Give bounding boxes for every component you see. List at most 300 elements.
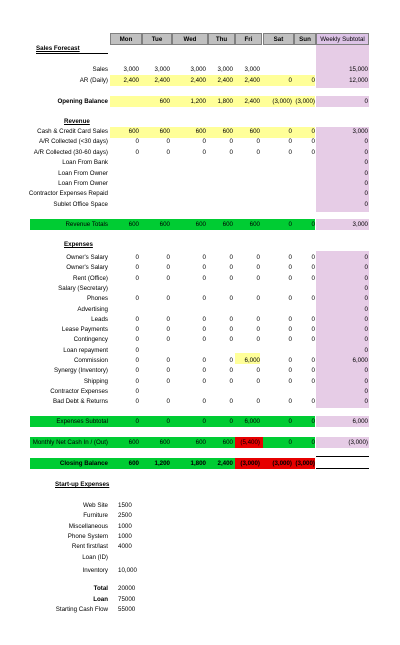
expense-row-value-mon[interactable] [110,305,139,314]
opening-balance-value-wed[interactable]: 1,200 [190,98,206,105]
revenue-row-value-thu[interactable]: 0 [229,138,233,146]
expense-row-value-thu[interactable] [208,305,233,314]
expense-row-label[interactable]: Advertising [77,305,108,313]
section-title-startup[interactable]: Start-up Expenses [55,481,110,488]
revenue-totals-value-sat[interactable]: 0 [288,221,292,228]
revenue-row-total[interactable]: 0 [364,180,368,187]
net-cash-total[interactable]: (3,000) [348,439,368,446]
revenue-row-value-sat[interactable] [263,179,292,188]
revenue-row-value-sat[interactable] [263,189,292,198]
revenue-row-total[interactable]: 0 [364,138,368,146]
closing-balance-value-sun[interactable]: (3,000) [295,460,315,467]
expense-row-label[interactable]: Loan repayment [63,346,108,354]
revenue-row-value-sun[interactable] [294,189,315,198]
expense-row-label[interactable]: Contingency [73,336,108,344]
expense-row-value-fri[interactable]: 6,000 [244,357,260,364]
expense-row-value-thu[interactable]: 0 [229,377,233,385]
expenses-subtotal-value-sat[interactable]: 0 [288,418,292,425]
expense-row-value-wed[interactable] [172,305,206,314]
opening-balance-value-thu[interactable]: 1,800 [217,98,233,105]
expense-row-value-sat[interactable]: 0 [288,315,292,323]
expense-row-value-fri[interactable] [235,305,260,314]
sales-row-value-mon[interactable]: 2,400 [123,77,139,84]
closing-balance-rule-bottom [316,468,369,469]
expenses-subtotal-value-sun[interactable]: 0 [311,418,315,425]
expense-row-total[interactable]: 0 [364,367,368,375]
revenue-totals-value-fri[interactable]: 600 [249,221,260,228]
revenue-row-value-sat[interactable] [263,158,292,167]
expense-row-label[interactable]: Owner's Salary [66,264,108,272]
expense-row-value-sun[interactable]: 0 [311,295,315,303]
expense-row-value-fri[interactable]: 0 [256,315,260,323]
closing-balance-value-sat[interactable]: (3,000) [272,460,292,467]
net-cash-value-thu[interactable]: 600 [222,439,233,446]
net-cash-value-tue[interactable]: 600 [159,439,170,446]
sales-row-value-sun[interactable] [294,65,315,74]
sales-row-total[interactable]: 15,000 [349,66,368,73]
net-cash-value-wed[interactable]: 600 [195,439,206,446]
expense-row-value-tue[interactable]: 0 [166,357,170,364]
expense-row-value-sat[interactable]: 0 [288,264,292,272]
revenue-row-value-sun[interactable]: 0 [311,148,315,156]
revenue-row-value-mon[interactable] [110,158,139,167]
closing-balance-value-thu[interactable]: 2,400 [217,460,233,467]
revenue-row-value-fri[interactable] [235,158,260,167]
sales-row-value-sat[interactable] [263,65,292,74]
revenue-row-value-sun[interactable] [294,158,315,167]
expense-row-total[interactable]: 0 [364,284,368,292]
expense-row-label[interactable]: Shipping [83,377,108,385]
expense-row-value-sat[interactable]: 0 [288,367,292,375]
expenses-subtotal-total[interactable]: 6,000 [352,418,368,425]
expense-row-value-sat[interactable] [263,305,292,314]
expense-row-value-tue[interactable]: 0 [166,367,170,375]
expense-row-value-mon[interactable]: 0 [135,336,139,344]
expense-row-value-mon[interactable]: 0 [135,357,139,364]
expense-row-value-thu[interactable] [208,387,233,396]
expense-row-label[interactable]: Salary (Secretary) [58,284,108,292]
revenue-row-value-fri[interactable] [235,189,260,198]
expense-row-value-sat[interactable]: 0 [288,336,292,344]
revenue-row-value-thu[interactable] [208,179,233,188]
opening-balance-value-mon[interactable] [110,97,139,106]
expense-row-value-wed[interactable]: 0 [202,377,206,385]
expense-row-value-thu[interactable]: 0 [229,367,233,375]
expense-row-value-wed[interactable]: 0 [202,254,206,261]
expense-row-value-mon[interactable]: 0 [135,254,139,261]
expense-row-value-tue[interactable] [142,284,170,293]
expense-row-value-thu[interactable]: 0 [229,274,233,282]
expense-row-value-sat[interactable]: 0 [288,326,292,334]
revenue-row-value-sun[interactable] [294,179,315,188]
expense-row-value-tue[interactable]: 0 [166,398,170,406]
expense-row-value-mon[interactable]: 0 [135,377,139,385]
expenses-subtotal-label[interactable]: Expenses Subtotal [56,418,108,425]
expense-row-value-fri[interactable]: 0 [256,254,260,261]
expense-row-value-fri[interactable]: 0 [256,326,260,334]
revenue-row-value-fri[interactable] [235,179,260,188]
section-title-revenue[interactable]: Revenue [64,118,90,125]
expense-row-label[interactable]: Owner's Salary [66,254,108,261]
expense-row-value-fri[interactable] [235,346,260,355]
revenue-totals-value-wed[interactable]: 600 [195,221,206,228]
revenue-row-value-thu[interactable] [208,200,233,209]
revenue-row-value-mon[interactable] [110,189,139,198]
opening-balance-label[interactable]: Opening Balance [57,98,108,105]
expense-row-value-mon[interactable]: 0 [135,326,139,334]
expense-row-label[interactable]: Rent (Office) [73,274,108,282]
expense-row-value-wed[interactable] [172,346,206,355]
expense-row-label[interactable]: Commission [73,357,108,364]
expense-row-value-tue[interactable] [142,387,170,396]
revenue-row-value-tue[interactable] [142,158,170,167]
expense-row-value-wed[interactable] [172,387,206,396]
startup-row-value[interactable]: 4000 [118,543,132,551]
revenue-totals-value-sun[interactable]: 0 [311,221,315,228]
startup-row-label[interactable]: Rent first/last [71,543,108,551]
sales-row-value-tue[interactable]: 2,400 [154,77,170,84]
expense-row-value-sun[interactable]: 0 [311,315,315,323]
revenue-row-value-mon[interactable] [110,179,139,188]
expense-row-value-wed[interactable]: 0 [202,274,206,282]
revenue-row-label[interactable]: Loan From Owner [58,169,108,177]
expense-row-value-fri[interactable] [235,387,260,396]
opening-balance-value-tue[interactable]: 600 [159,98,170,105]
section-title-sales-forecast[interactable]: Sales Forecast [36,45,80,52]
revenue-row-value-fri[interactable] [235,200,260,209]
revenue-totals-value-mon[interactable]: 600 [128,221,139,228]
revenue-totals-label[interactable]: Revenue Totals [65,221,108,228]
sales-row-label[interactable]: Sales [92,66,108,73]
revenue-row-value-sun[interactable] [294,169,315,178]
revenue-row-label[interactable]: Sublet Office Space [53,200,108,208]
revenue-row-value-mon[interactable] [110,200,139,209]
expense-row-value-tue[interactable]: 0 [166,326,170,334]
revenue-row-value-thu[interactable] [208,158,233,167]
expense-row-value-mon[interactable] [110,284,139,293]
startup-row-value[interactable]: 1500 [118,502,132,509]
expense-row-value-tue[interactable]: 0 [166,315,170,323]
revenue-row-value-sat[interactable] [263,169,292,178]
closing-balance-rule-top [316,456,369,457]
expense-row-value-thu[interactable]: 0 [229,398,233,406]
startup-row-value[interactable] [118,553,158,562]
revenue-row-value-sat[interactable]: 0 [288,128,292,135]
expense-row-value-mon[interactable]: 0 [135,264,139,272]
expense-row-value-wed[interactable]: 0 [202,264,206,272]
expense-row-value-sat[interactable]: 0 [288,295,292,303]
expense-row-value-fri[interactable]: 0 [256,295,260,303]
expense-row-value-sat[interactable] [263,387,292,396]
revenue-row-value-sat[interactable] [263,200,292,209]
expense-row-value-sun[interactable]: 0 [311,274,315,282]
startup-row-label[interactable]: Miscellaneous [68,522,108,530]
sales-row-value-thu[interactable]: 3,000 [217,66,233,73]
expense-row-value-wed[interactable]: 0 [202,315,206,323]
net-cash-value-fri[interactable]: (5,400) [240,439,260,446]
expense-row-value-mon[interactable]: 0 [135,295,139,303]
revenue-row-value-sun[interactable]: 0 [311,138,315,146]
column-header-weekly-subtotal: Weekly Subtotal [316,33,369,45]
expense-row-value-tue[interactable]: 0 [166,336,170,344]
expense-row-value-thu[interactable] [208,284,233,293]
revenue-row-value-thu[interactable]: 600 [222,128,233,135]
expense-row-value-fri[interactable]: 0 [256,367,260,375]
expense-row-value-wed[interactable]: 0 [202,367,206,375]
revenue-row-value-fri[interactable]: 0 [256,148,260,156]
startup-loan-value[interactable]: 75000 [118,596,136,603]
expense-row-value-sun[interactable]: 0 [311,367,315,375]
expense-row-value-mon[interactable]: 0 [135,274,139,282]
revenue-row-value-sun[interactable]: 0 [311,128,315,135]
revenue-row-label[interactable]: Cash & Credit Card Sales [37,128,108,135]
revenue-totals-total[interactable]: 3,000 [352,221,368,228]
expense-row-total[interactable]: 0 [364,387,368,395]
expense-row-total[interactable]: 0 [364,305,368,313]
expense-row-value-sun[interactable]: 0 [311,377,315,385]
expenses-subtotal-value-thu[interactable]: 0 [229,418,233,425]
opening-balance-value-sat[interactable]: (3,000) [272,98,292,105]
opening-balance-value-sun[interactable]: (3,000) [295,98,315,105]
expense-row-value-sat[interactable]: 0 [288,377,292,385]
expense-row-value-wed[interactable]: 0 [202,295,206,303]
expense-row-total[interactable]: 0 [364,346,368,354]
net-cash-value-sat[interactable]: 0 [288,439,292,446]
revenue-row-value-wed[interactable]: 0 [202,138,206,146]
revenue-row-total[interactable]: 0 [364,169,368,177]
section-title-expenses[interactable]: Expenses [64,241,93,248]
startup-row-label[interactable]: Furniture [83,512,108,520]
expense-row-total[interactable]: 0 [364,336,368,344]
startup-row-label[interactable]: Phone System [67,532,108,540]
sales-row-total[interactable]: 12,000 [349,77,368,84]
revenue-row-label[interactable]: Loan From Bank [62,159,108,167]
expenses-subtotal-value-wed[interactable]: 0 [202,418,206,425]
closing-balance-value-wed[interactable]: 1,800 [190,460,206,467]
startup-row-label[interactable]: Inventory [82,566,108,574]
expense-row-value-tue[interactable]: 0 [166,264,170,272]
sales-row-value-fri[interactable]: 3,000 [244,66,260,73]
expense-row-value-tue[interactable] [142,346,170,355]
startup-starting-cash-label[interactable]: Starting Cash Flow [55,606,108,613]
expense-row-value-tue[interactable]: 0 [166,254,170,261]
opening-balance-total[interactable]: 0 [364,98,368,105]
startup-row-label[interactable]: Web Site [83,502,108,509]
sales-row-value-wed[interactable]: 3,000 [190,66,206,73]
net-cash-value-sun[interactable]: 0 [311,439,315,446]
expense-row-value-thu[interactable]: 0 [229,357,233,364]
expense-row-value-wed[interactable] [172,284,206,293]
expense-row-value-fri[interactable]: 0 [256,274,260,282]
expense-row-value-thu[interactable] [208,346,233,355]
sales-row-value-tue[interactable]: 3,000 [154,66,170,73]
revenue-row-value-wed[interactable]: 600 [195,128,206,135]
expense-row-label[interactable]: Leads [91,315,108,323]
revenue-row-value-thu[interactable] [208,189,233,198]
expense-row-value-mon[interactable]: 0 [135,346,139,354]
sales-row-value-wed[interactable]: 2,400 [190,77,206,84]
startup-total-value[interactable]: 20000 [118,585,136,592]
expense-row-value-tue[interactable] [142,305,170,314]
startup-starting-cash-value[interactable]: 55000 [118,606,136,613]
revenue-row-value-fri[interactable]: 0 [256,138,260,146]
revenue-row-value-tue[interactable] [142,169,170,178]
expense-row-value-thu[interactable]: 0 [229,336,233,344]
expenses-subtotal-value-fri[interactable]: 6,000 [244,418,260,425]
expense-row-total[interactable]: 0 [364,398,368,406]
revenue-row-value-mon[interactable]: 600 [128,128,139,135]
net-cash-value-mon[interactable]: 600 [128,439,139,446]
revenue-row-value-wed[interactable] [172,169,206,178]
revenue-row-total[interactable]: 3,000 [352,128,368,135]
expense-row-value-tue[interactable]: 0 [166,295,170,303]
expense-row-value-thu[interactable]: 0 [229,264,233,272]
expense-row-value-sat[interactable] [263,346,292,355]
revenue-row-label[interactable]: A/R Collected (30-60 days) [33,148,108,156]
revenue-row-value-wed[interactable]: 0 [202,148,206,156]
expense-row-value-sun[interactable] [294,284,315,293]
expense-row-value-wed[interactable]: 0 [202,357,206,364]
revenue-row-total[interactable]: 0 [364,159,368,167]
expense-row-value-wed[interactable]: 0 [202,336,206,344]
revenue-row-total[interactable]: 0 [364,148,368,156]
closing-balance-label[interactable]: Closing Balance [59,460,108,467]
expense-row-value-sun[interactable]: 0 [311,398,315,406]
revenue-row-value-mon[interactable] [110,169,139,178]
expense-row-total[interactable]: 0 [364,315,368,323]
revenue-row-value-sun[interactable] [294,200,315,209]
sales-row-value-mon[interactable]: 3,000 [123,66,139,73]
revenue-row-value-mon[interactable]: 0 [135,138,139,146]
revenue-row-value-sat[interactable]: 0 [288,148,292,156]
revenue-row-value-tue[interactable]: 600 [159,128,170,135]
expense-row-value-fri[interactable]: 0 [256,264,260,272]
column-header-fri: Fri [235,33,262,45]
expense-row-value-thu[interactable]: 0 [229,295,233,303]
revenue-row-label[interactable]: Contractor Expenses Repaid [28,190,108,198]
expense-row-value-sat[interactable]: 0 [288,254,292,261]
expense-row-value-sun[interactable] [294,305,315,314]
expense-row-label[interactable]: Phones [87,295,108,303]
expense-row-value-sun[interactable] [294,346,315,355]
closing-balance-value-mon[interactable]: 600 [128,460,139,467]
opening-balance-value-fri[interactable]: 2,400 [244,98,260,105]
sales-row-value-thu[interactable]: 2,400 [217,77,233,84]
revenue-row-value-tue[interactable]: 0 [166,138,170,146]
expense-row-value-sat[interactable]: 0 [288,357,292,364]
revenue-row-value-fri[interactable] [235,169,260,178]
expense-row-value-thu[interactable]: 0 [229,254,233,261]
expense-row-value-sun[interactable]: 0 [311,336,315,344]
revenue-row-value-tue[interactable]: 0 [166,148,170,156]
startup-row-value[interactable]: 1000 [118,532,132,540]
expense-row-label[interactable]: Contractor Expenses [50,387,108,395]
expense-row-total[interactable]: 0 [364,254,368,261]
revenue-row-value-thu[interactable]: 0 [229,148,233,156]
startup-row-label[interactable]: Loan (ID) [82,553,108,561]
expenses-subtotal-value-mon[interactable]: 0 [135,418,139,425]
expense-row-total[interactable]: 0 [364,264,368,272]
expense-row-value-sun[interactable]: 0 [311,254,315,261]
revenue-row-value-wed[interactable] [172,189,206,198]
revenue-row-label[interactable]: A/R Collected (<30 days) [39,138,108,146]
expense-row-label[interactable]: Bad Debt & Returns [52,398,108,406]
expense-row-label[interactable]: Lease Payments [61,326,108,334]
revenue-row-value-wed[interactable] [172,158,206,167]
expense-row-value-sun[interactable]: 0 [311,326,315,334]
revenue-row-total[interactable]: 0 [364,200,368,208]
column-header-mon: Mon [110,33,142,45]
revenue-row-label[interactable]: Loan From Owner [58,180,108,187]
startup-loan-label[interactable]: Loan [93,596,108,603]
expense-row-value-sat[interactable] [263,284,292,293]
column-header-sat: Sat [263,33,294,45]
net-cash-label[interactable]: Monthly Net Cash In / (Out) [32,439,108,446]
revenue-totals-value-tue[interactable]: 600 [159,221,170,228]
expense-row-value-thu[interactable]: 0 [229,315,233,323]
sales-row-value-sun[interactable]: 0 [311,77,315,84]
startup-row-value[interactable]: 10,000 [118,566,137,574]
expense-row-total[interactable]: 0 [364,295,368,303]
expenses-subtotal-value-tue[interactable]: 0 [166,418,170,425]
revenue-row-value-tue[interactable] [142,189,170,198]
expense-row-value-tue[interactable]: 0 [166,377,170,385]
expense-row-total[interactable]: 6,000 [352,357,368,364]
expense-row-value-mon[interactable]: 0 [135,398,139,406]
revenue-row-value-wed[interactable] [172,200,206,209]
expense-row-value-fri[interactable] [235,284,260,293]
expense-row-value-sat[interactable]: 0 [288,398,292,406]
expense-row-value-mon[interactable]: 0 [135,387,139,395]
revenue-row-value-wed[interactable] [172,179,206,188]
expense-row-value-sat[interactable]: 0 [288,274,292,282]
sales-row-label[interactable]: AR (Daily) [79,77,108,84]
expense-row-value-mon[interactable]: 0 [135,315,139,323]
revenue-row-value-tue[interactable] [142,179,170,188]
revenue-row-value-thu[interactable] [208,169,233,178]
expense-row-value-wed[interactable]: 0 [202,398,206,406]
closing-balance-value-fri[interactable]: (3,000) [240,460,260,467]
expense-row-value-sun[interactable]: 0 [311,357,315,364]
expense-row-total[interactable]: 0 [364,274,368,282]
closing-balance-value-tue[interactable]: 1,200 [154,460,170,467]
revenue-row-total[interactable]: 0 [364,190,368,198]
expense-row-value-sun[interactable]: 0 [311,264,315,272]
expense-row-value-fri[interactable]: 0 [256,398,260,406]
expense-row-value-fri[interactable]: 0 [256,377,260,385]
revenue-row-value-sat[interactable]: 0 [288,138,292,146]
expense-row-value-mon[interactable]: 0 [135,367,139,375]
column-header-wed: Wed [172,33,208,45]
expense-row-total[interactable]: 0 [364,377,368,385]
expense-row-value-tue[interactable]: 0 [166,274,170,282]
sales-row-value-sat[interactable]: 0 [288,77,292,84]
startup-row-value[interactable]: 1000 [118,522,132,530]
revenue-totals-value-thu[interactable]: 600 [222,221,233,228]
expense-row-value-wed[interactable]: 0 [202,326,206,334]
expense-row-label[interactable]: Synergy (Inventory) [54,367,108,375]
expense-row-value-fri[interactable]: 0 [256,336,260,344]
startup-row-value[interactable]: 2500 [118,512,132,520]
sales-row-value-fri[interactable]: 2,400 [244,77,260,84]
revenue-row-value-mon[interactable]: 0 [135,148,139,156]
expense-row-total[interactable]: 0 [364,326,368,334]
revenue-row-value-tue[interactable] [142,200,170,209]
expense-row-value-thu[interactable]: 0 [229,326,233,334]
startup-total-label[interactable]: Total [93,585,108,592]
expense-row-value-sun[interactable] [294,387,315,396]
revenue-row-value-fri[interactable]: 600 [249,128,260,135]
